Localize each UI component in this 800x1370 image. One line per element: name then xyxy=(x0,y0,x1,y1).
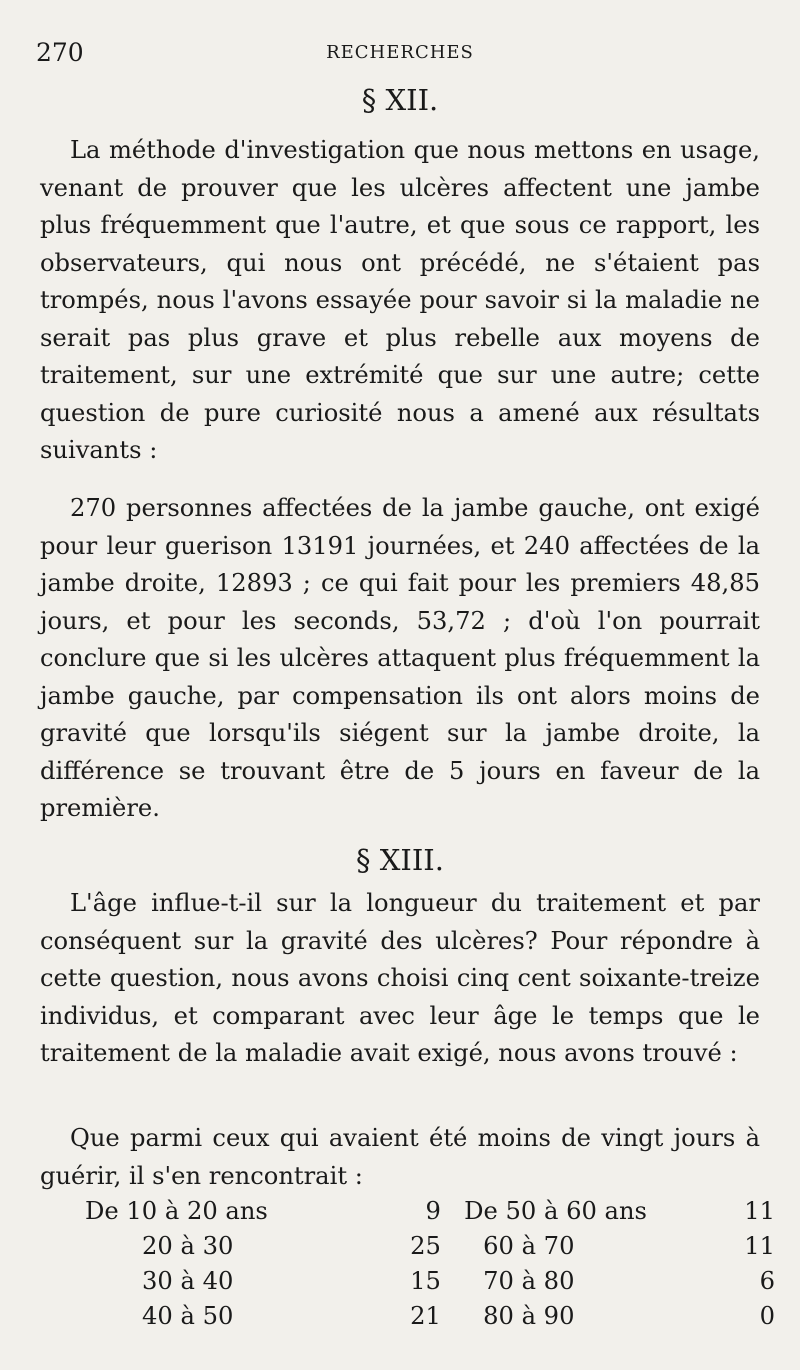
age-table xyxy=(85,1193,775,1333)
count: 11 xyxy=(744,1231,775,1260)
section-title-xiii: § XIII. xyxy=(356,843,444,877)
table-row xyxy=(85,1228,775,1263)
age-range: 40 à 50 xyxy=(142,1301,234,1330)
count: 25 xyxy=(410,1231,441,1260)
table-row xyxy=(85,1193,775,1228)
age-range: 20 à 30 xyxy=(142,1231,234,1260)
age-range: 70 à 80 xyxy=(483,1266,575,1295)
count: 6 xyxy=(759,1266,775,1295)
age-range: 80 à 90 xyxy=(483,1301,575,1330)
count: 21 xyxy=(410,1301,441,1330)
table-row xyxy=(85,1263,775,1298)
running-head: RECHERCHES xyxy=(326,42,474,63)
page-header xyxy=(0,38,800,78)
age-range: 30 à 40 xyxy=(142,1266,234,1295)
paragraph: La méthode d'investigation que nous mettons en usage, venant de prouver que les ulcères affectent une jambe plus fréquemment que l'autre, et que sous ce rapport, les observateurs, qui nous ont précédé, ne s'étaient pas trompés, nous l'avons essayée pour savoir si la maladie ne serait pas plus grave et plus rebelle aux moyens de traitement, sur une extrémité que sur une autre; cette question de pure curiosité nous a amené aux résultats suivants : xyxy=(40,136,760,464)
count: 9 xyxy=(425,1196,441,1225)
count: 0 xyxy=(759,1301,775,1330)
age-range: 60 à 70 xyxy=(483,1231,575,1260)
section-title-xii: § XII. xyxy=(361,83,439,117)
age-range: De 50 à 60 ans xyxy=(464,1196,647,1225)
paragraph: Que parmi ceux qui avaient été moins de vingt jours à guérir, il s'en rencontrait : xyxy=(40,1124,760,1190)
age-range: De 10 à 20 ans xyxy=(85,1196,268,1225)
table-row xyxy=(85,1298,775,1333)
paragraph: L'âge influe-t-il sur la longueur du traitement et par conséquent sur la gravité des ulcères? Pour répondre à cette question, nous avons choisi cinq cent soixante-treize individus, et comparant avec leur âge le temps que le traitement de la maladie avait exigé, nous avons trouvé : xyxy=(40,889,760,1067)
count: 11 xyxy=(744,1196,775,1225)
count: 15 xyxy=(410,1266,441,1295)
page-number: 270 xyxy=(36,38,84,67)
paragraph: 270 personnes affectées de la jambe gauche, ont exigé pour leur guerison 13191 journées, et 240 affectées de la jambe droite, 12893 ; ce qui fait pour les premiers 48,85 jours, et pour les seconds, 53,72 ; d'où l'on pourrait conclure que si les ulcères attaquent plus fréquemment la jambe gauche, par compensation ils ont alors moins de gravité que lorsqu'ils siégent sur la jambe droite, la différence se trouvant être de 5 jours en faveur de la première. xyxy=(40,494,760,822)
